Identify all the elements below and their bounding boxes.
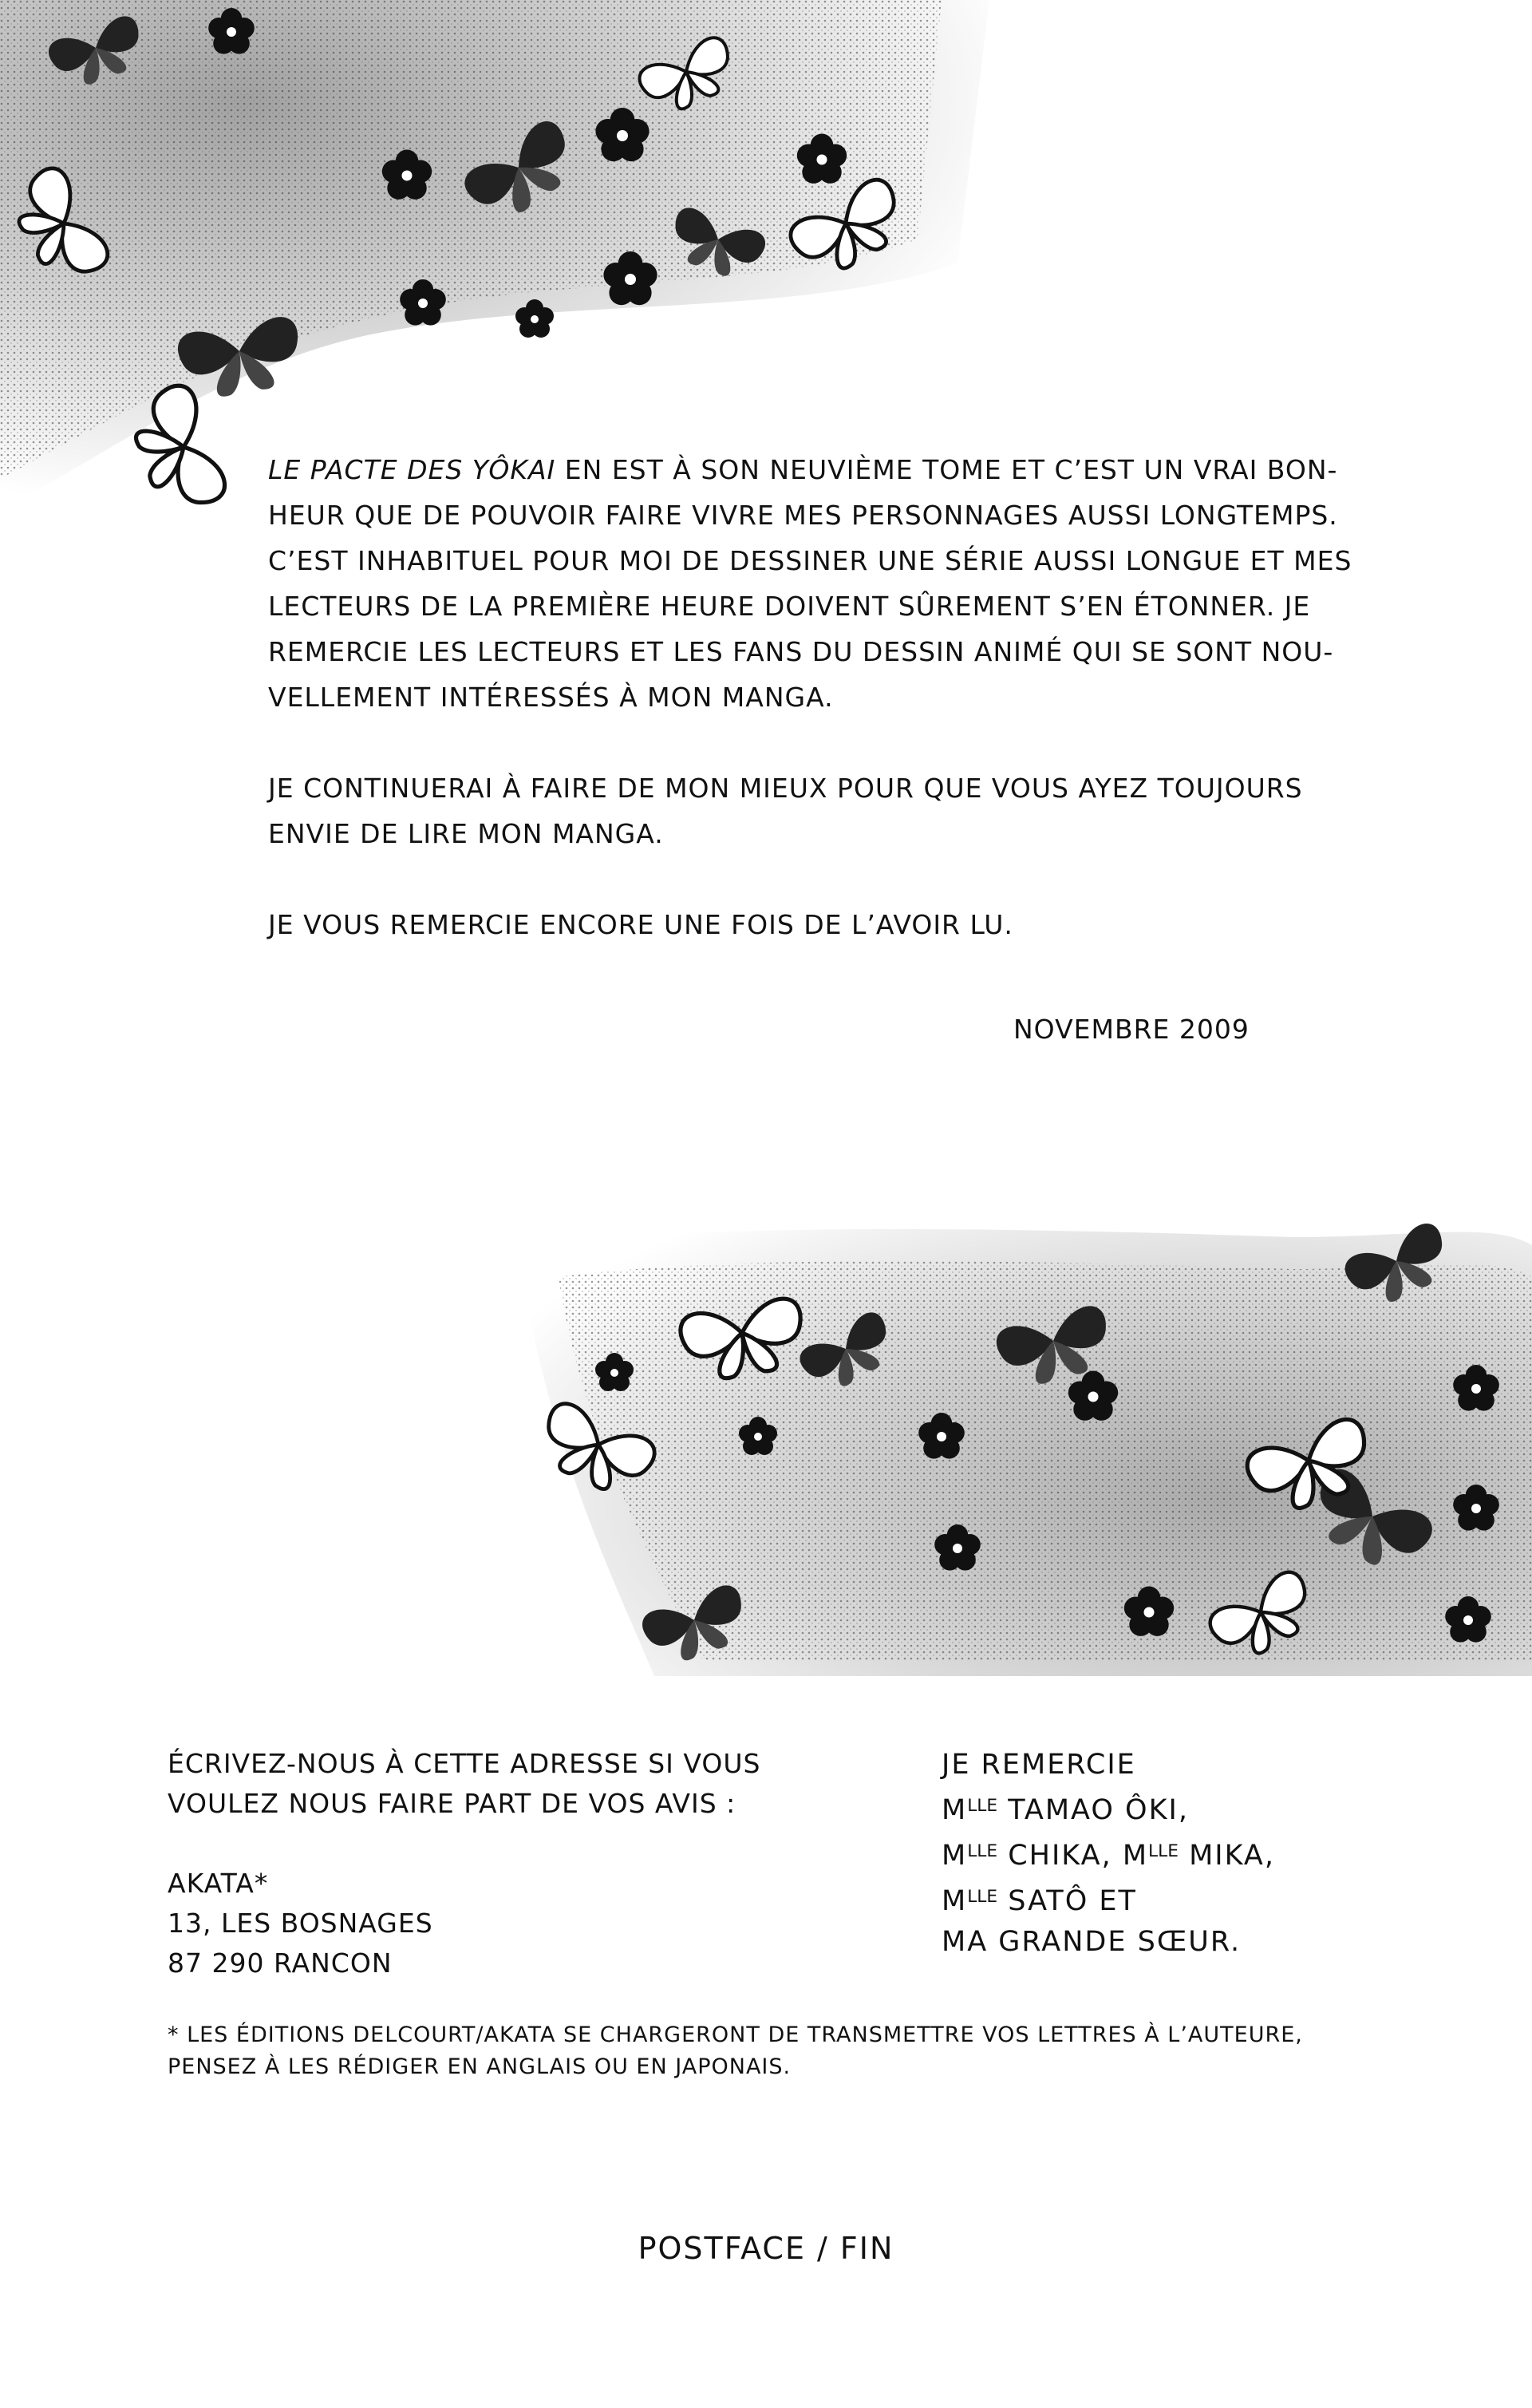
paragraph-2-line-1: JE CONTINUERAI À FAIRE DE MON MIEUX POUR QUE VOUS AYEZ TOUJOURS xyxy=(268,773,1303,804)
thanks-line-5: MA GRANDE SŒUR. xyxy=(942,1926,1242,1959)
paragraph-1 xyxy=(268,447,1352,720)
thanks-line-1: JE REMERCIE xyxy=(942,1749,1136,1781)
address-line-2: 13, LES BOSNAGES xyxy=(168,1908,433,1939)
footnote-line-1: * LES ÉDITIONS DELCOURT/AKATA SE CHARGERONT DE TRANSMETTRE VOS LETTRES À L’AUTEURE, xyxy=(168,2022,1303,2047)
address-intro-line-2: VOULEZ NOUS FAIRE PART DE VOS AVIS : xyxy=(168,1788,736,1819)
paragraph-2 xyxy=(268,765,1305,856)
top-butterfly-decoration xyxy=(0,0,989,519)
thanks-line-3: $M^{LLE}$ CHIKA, $M^{LLE}$ MIKA, xyxy=(942,1839,1275,1872)
butterfly-flower-pattern-bottom xyxy=(495,1197,1532,1676)
footnote-line-2: PENSEZ À LES RÉDIGER EN ANGLAIS OU EN JAPONAIS. xyxy=(168,2054,792,2079)
paragraph-2-line-2: ENVIE DE LIRE MON MANGA. xyxy=(268,818,664,849)
paragraph-3 xyxy=(268,902,1305,947)
butterfly-flower-pattern-top xyxy=(0,0,989,519)
paragraph-1-line-1: HEUR QUE DE POUVOIR FAIRE VIVRE MES PERSONNAGES AUSSI LONGTEMPS. xyxy=(268,500,1338,531)
footnote xyxy=(168,2019,1364,2083)
paragraph-1-line-3: LECTEURS DE LA PREMIÈRE HEURE DOIVENT SÛREMENT S’EN ÉTONNER. JE xyxy=(268,591,1311,622)
acknowledgements xyxy=(942,1744,1388,1963)
signature-date: NOVEMBRE 2009 xyxy=(1013,1014,1250,1045)
postface-message xyxy=(268,447,1352,947)
mailing-address-section xyxy=(168,1744,886,1983)
address-line-3: 87 290 RANCON xyxy=(168,1947,393,1979)
end-label: POSTFACE / FIN xyxy=(638,2231,894,2266)
paragraph-3-line-1: JE VOUS REMERCIE ENCORE UNE FOIS DE L’AVOIR LU. xyxy=(268,909,1013,940)
paragraph-1-line-5: VELLEMENT INTÉRESSÉS À MON MANGA. xyxy=(268,682,834,713)
bottom-butterfly-decoration xyxy=(495,1197,1532,1676)
thanks-line-2: $M^{LLE}$ TAMAO ÔKI, xyxy=(942,1793,1189,1826)
paragraph-1-line-4: REMERCIE LES LECTEURS ET LES FANS DU DESSIN ANIMÉ QUI SE SONT NOU- xyxy=(268,636,1334,667)
thanks-line-4: $M^{LLE}$ SATÔ ET xyxy=(942,1884,1137,1917)
paragraph-1-line-0: EN EST À SON NEUVIÈME TOME ET C’EST UN VRAI BON- xyxy=(564,454,1338,485)
series-title: LE PACTE DES YÔKAI xyxy=(268,454,556,485)
address-line-1: AKATA* xyxy=(168,1868,269,1899)
address-intro-line-1: ÉCRIVEZ-NOUS À CETTE ADRESSE SI VOUS xyxy=(168,1748,761,1779)
paragraph-1-line-2: C’EST INHABITUEL POUR MOI DE DESSINER UNE SÉRIE AUSSI LONGUE ET MES xyxy=(268,545,1352,576)
